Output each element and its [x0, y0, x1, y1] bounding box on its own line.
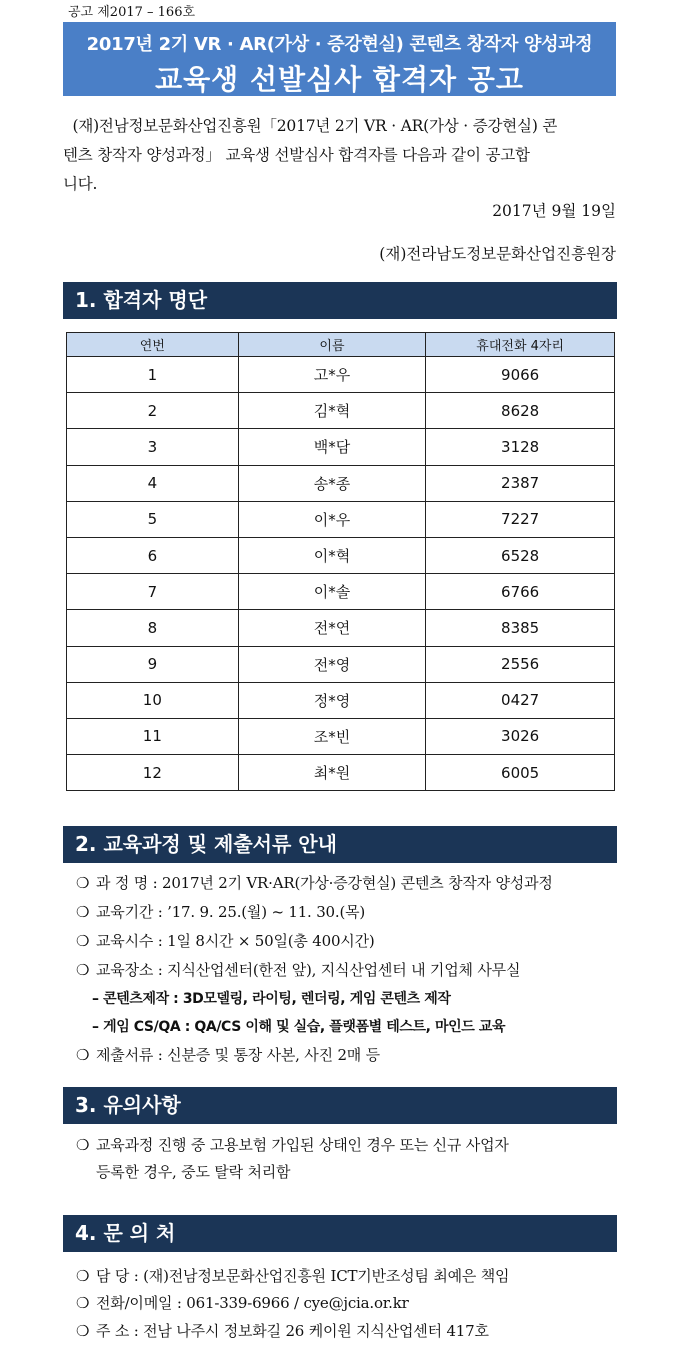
circle-bullet-icon: ❍: [76, 1136, 90, 1154]
column-header-name: 이름: [238, 333, 426, 357]
row-name: 조*빈: [238, 718, 426, 754]
row-phone: 7227: [426, 501, 615, 537]
circle-bullet-icon: ❍: [76, 903, 90, 921]
announcement-date: 2017년 9월 19일: [492, 202, 616, 220]
course-name: ❍ 과 정 명 : 2017년 2기 VR·AR(가상·증강현실) 콘텐츠 창작자 양성과정: [76, 874, 553, 892]
row-name: 송*종: [238, 465, 426, 501]
row-phone: 8628: [426, 393, 615, 429]
row-number: 1: [67, 357, 239, 393]
row-phone: 6528: [426, 537, 615, 573]
row-name: 고*우: [238, 357, 426, 393]
table-row: [67, 610, 615, 646]
course-hours: ❍ 교육시수 : 1일 8시간 × 50일(총 400시간): [76, 932, 375, 950]
circle-bullet-icon: ❍: [76, 961, 90, 979]
row-name: 최*원: [238, 755, 426, 791]
row-number: 9: [67, 646, 239, 682]
row-name: 이*솔: [238, 574, 426, 610]
course-place-detail-2: – 게임 CS/QA : QA/CS 이해 및 실습, 플랫폼별 테스트, 마인드 교육: [92, 1019, 506, 1035]
table-row: [67, 574, 615, 610]
course-place-detail-1: – 콘텐츠제작 : 3D모델링, 라이팅, 렌더링, 게임 콘텐츠 제작: [92, 991, 451, 1007]
notice-number: 공고 제2017 – 166호: [68, 5, 196, 20]
table-row: [67, 393, 615, 429]
caution-line-2: 등록한 경우, 중도 탈락 처리함: [96, 1163, 291, 1181]
row-phone: 6766: [426, 574, 615, 610]
row-phone: 2556: [426, 646, 615, 682]
table-row: [67, 357, 615, 393]
table-row: [67, 465, 615, 501]
table-row: [67, 646, 615, 682]
row-number: 4: [67, 465, 239, 501]
contact-address: ❍ 주 소 : 전남 나주시 정보화길 26 케이원 지식산업센터 417호: [76, 1322, 489, 1340]
circle-bullet-icon: ❍: [76, 874, 90, 892]
table-row: [67, 537, 615, 573]
course-period: ❍ 교육기간 : ’17. 9. 25.(월) ~ 11. 30.(목): [76, 903, 366, 921]
row-number: 12: [67, 755, 239, 791]
banner-subtitle: 2017년 2기 VR · AR(가상 · 증강현실) 콘텐츠 창작자 양성과정: [86, 34, 593, 55]
intro-paragraph: [63, 112, 618, 199]
banner-title: 교육생 선발심사 합격자 공고: [155, 63, 524, 96]
row-name: 전*연: [238, 610, 426, 646]
required-documents: ❍ 제출서류 : 신분증 및 통장 사본, 사진 2매 등: [76, 1046, 380, 1064]
section-heading-contact: 4. 문 의 처: [63, 1215, 617, 1252]
intro-line-3: 니다.: [63, 175, 98, 193]
table-row: [67, 682, 615, 718]
title-banner: [63, 22, 616, 96]
circle-bullet-icon: ❍: [76, 1046, 90, 1064]
issuer: (재)전라남도정보문화산업진흥원장: [379, 245, 616, 263]
row-name: 이*혁: [238, 537, 426, 573]
row-phone: 3128: [426, 429, 615, 465]
intro-line-2: 텐츠 창작자 양성과정」 교육생 선발심사 합격자를 다음과 같이 공고합: [63, 146, 530, 164]
row-number: 2: [67, 393, 239, 429]
row-name: 이*우: [238, 501, 426, 537]
row-name: 전*영: [238, 646, 426, 682]
section-heading-caution: 3. 유의사항: [63, 1087, 617, 1124]
row-phone: 6005: [426, 755, 615, 791]
column-header-phone: 휴대전화 4자리: [426, 333, 615, 357]
row-number: 8: [67, 610, 239, 646]
circle-bullet-icon: ❍: [76, 1294, 90, 1312]
row-number: 6: [67, 537, 239, 573]
table-row: [67, 429, 615, 465]
row-number: 3: [67, 429, 239, 465]
course-place: ❍ 교육장소 : 지식산업센터(한전 앞), 지식산업센터 내 기업체 사무실: [76, 961, 521, 979]
row-number: 7: [67, 574, 239, 610]
table-header-row: [67, 333, 615, 357]
row-name: 백*담: [238, 429, 426, 465]
table-row: [67, 501, 615, 537]
roster-table: [66, 332, 615, 791]
row-name: 정*영: [238, 682, 426, 718]
row-phone: 3026: [426, 718, 615, 754]
row-number: 5: [67, 501, 239, 537]
contact-person: ❍ 담 당 : (재)전남정보문화산업진흥원 ICT기반조성팀 최예은 책임: [76, 1267, 510, 1285]
row-phone: 0427: [426, 682, 615, 718]
table-row: [67, 755, 615, 791]
circle-bullet-icon: ❍: [76, 932, 90, 950]
column-header-number: 연번: [67, 333, 239, 357]
row-number: 11: [67, 718, 239, 754]
row-number: 10: [67, 682, 239, 718]
caution-line-1: ❍ 교육과정 진행 중 고용보험 가입된 상태인 경우 또는 신규 사업자: [76, 1136, 509, 1154]
row-phone: 2387: [426, 465, 615, 501]
circle-bullet-icon: ❍: [76, 1267, 90, 1285]
row-phone: 9066: [426, 357, 615, 393]
section-heading-course: 2. 교육과정 및 제출서류 안내: [63, 826, 617, 863]
roster-body: [67, 357, 615, 791]
circle-bullet-icon: ❍: [76, 1322, 90, 1340]
table-row: [67, 718, 615, 754]
row-name: 김*혁: [238, 393, 426, 429]
section-heading-roster: 1. 합격자 명단: [63, 282, 617, 319]
row-phone: 8385: [426, 610, 615, 646]
intro-line-1: (재)전남정보문화산업진흥원「2017년 2기 VR · AR(가상 · 증강현실) 콘: [72, 117, 558, 135]
contact-phone-email: ❍ 전화/이메일 : 061-339-6966 / cye@jcia.or.kr: [76, 1294, 409, 1312]
